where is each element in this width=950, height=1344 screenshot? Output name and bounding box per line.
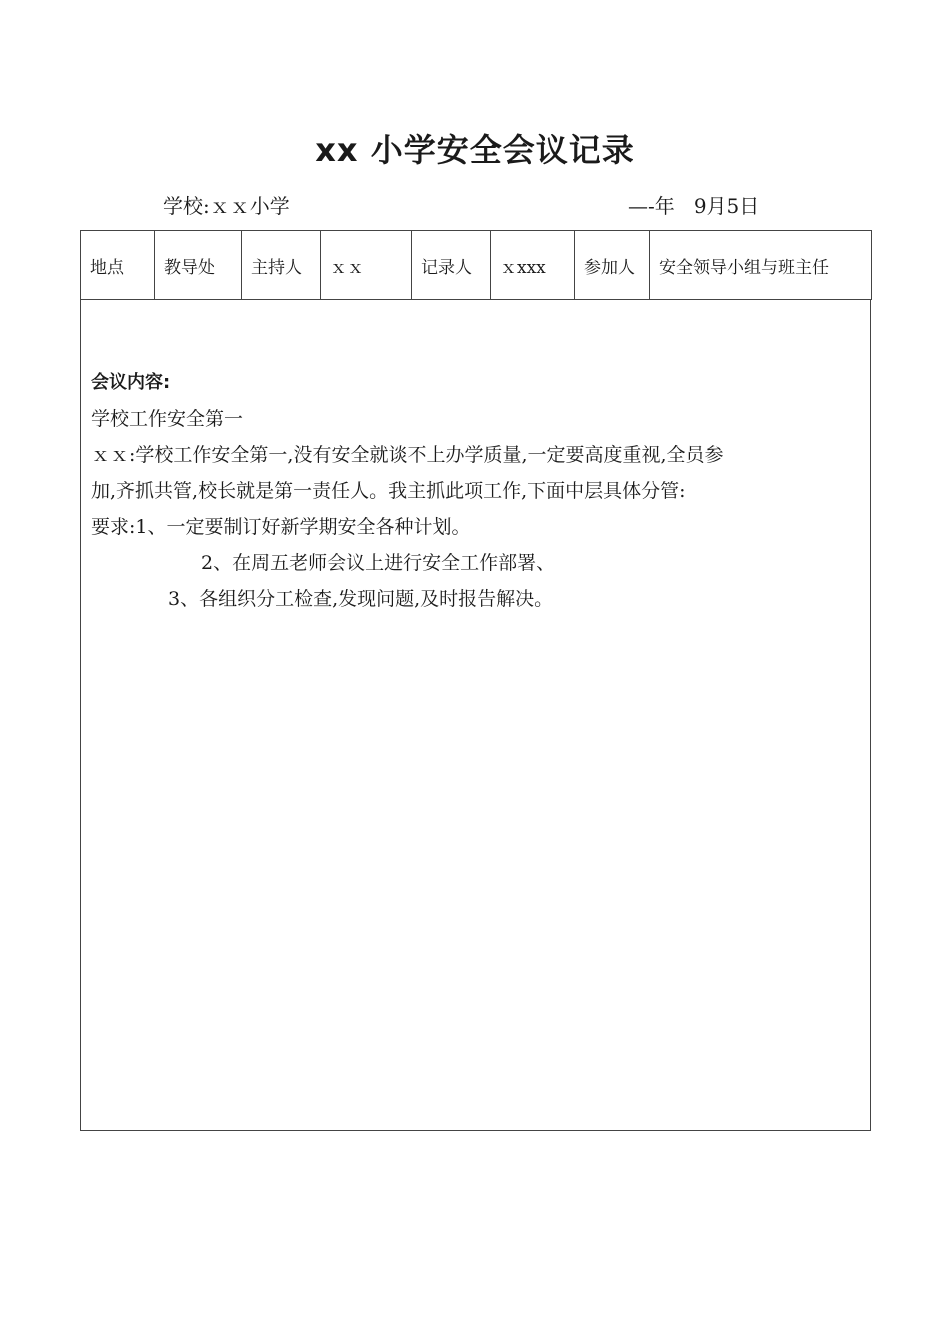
- content-line-3: 加,齐抓共管,校长就是第一责任人。我主抓此项工作,下面中层具体分管:: [91, 480, 686, 502]
- recorder-value: ｘxxx: [491, 231, 575, 300]
- content-line-1: 学校工作安全第一: [91, 408, 244, 430]
- participants-label: 参加人: [575, 231, 650, 300]
- meeting-info-row: [81, 231, 872, 300]
- participants-value: 安全领导小组与班主任: [650, 231, 872, 300]
- requirement-1: 要求:1、一定要制订好新学期安全各种计划。: [91, 516, 471, 538]
- content-heading: 会议内容:: [91, 372, 171, 393]
- requirement-3: 3、各组织分工检查,发现问题,及时报告解决。: [168, 588, 554, 610]
- location-label: 地点: [81, 231, 155, 300]
- meeting-date: —-年 9月5日: [628, 194, 760, 218]
- host-value: ｘｘ: [321, 231, 412, 300]
- recorder-label: 记录人: [412, 231, 491, 300]
- host-label: 主持人: [242, 231, 321, 300]
- meeting-info-table: [80, 230, 872, 300]
- document-title: xx 小学安全会议记录: [315, 131, 635, 169]
- meeting-content-box: [80, 299, 871, 1131]
- school-name: 学校:ｘｘ小学: [163, 194, 290, 218]
- location-value: 教导处: [155, 231, 242, 300]
- requirement-2: 2、在周五老师会议上进行安全工作部署、: [201, 552, 556, 574]
- content-line-2: ｘｘ:学校工作安全第一,没有安全就谈不上办学质量,一定要高度重视,全员参: [91, 444, 724, 466]
